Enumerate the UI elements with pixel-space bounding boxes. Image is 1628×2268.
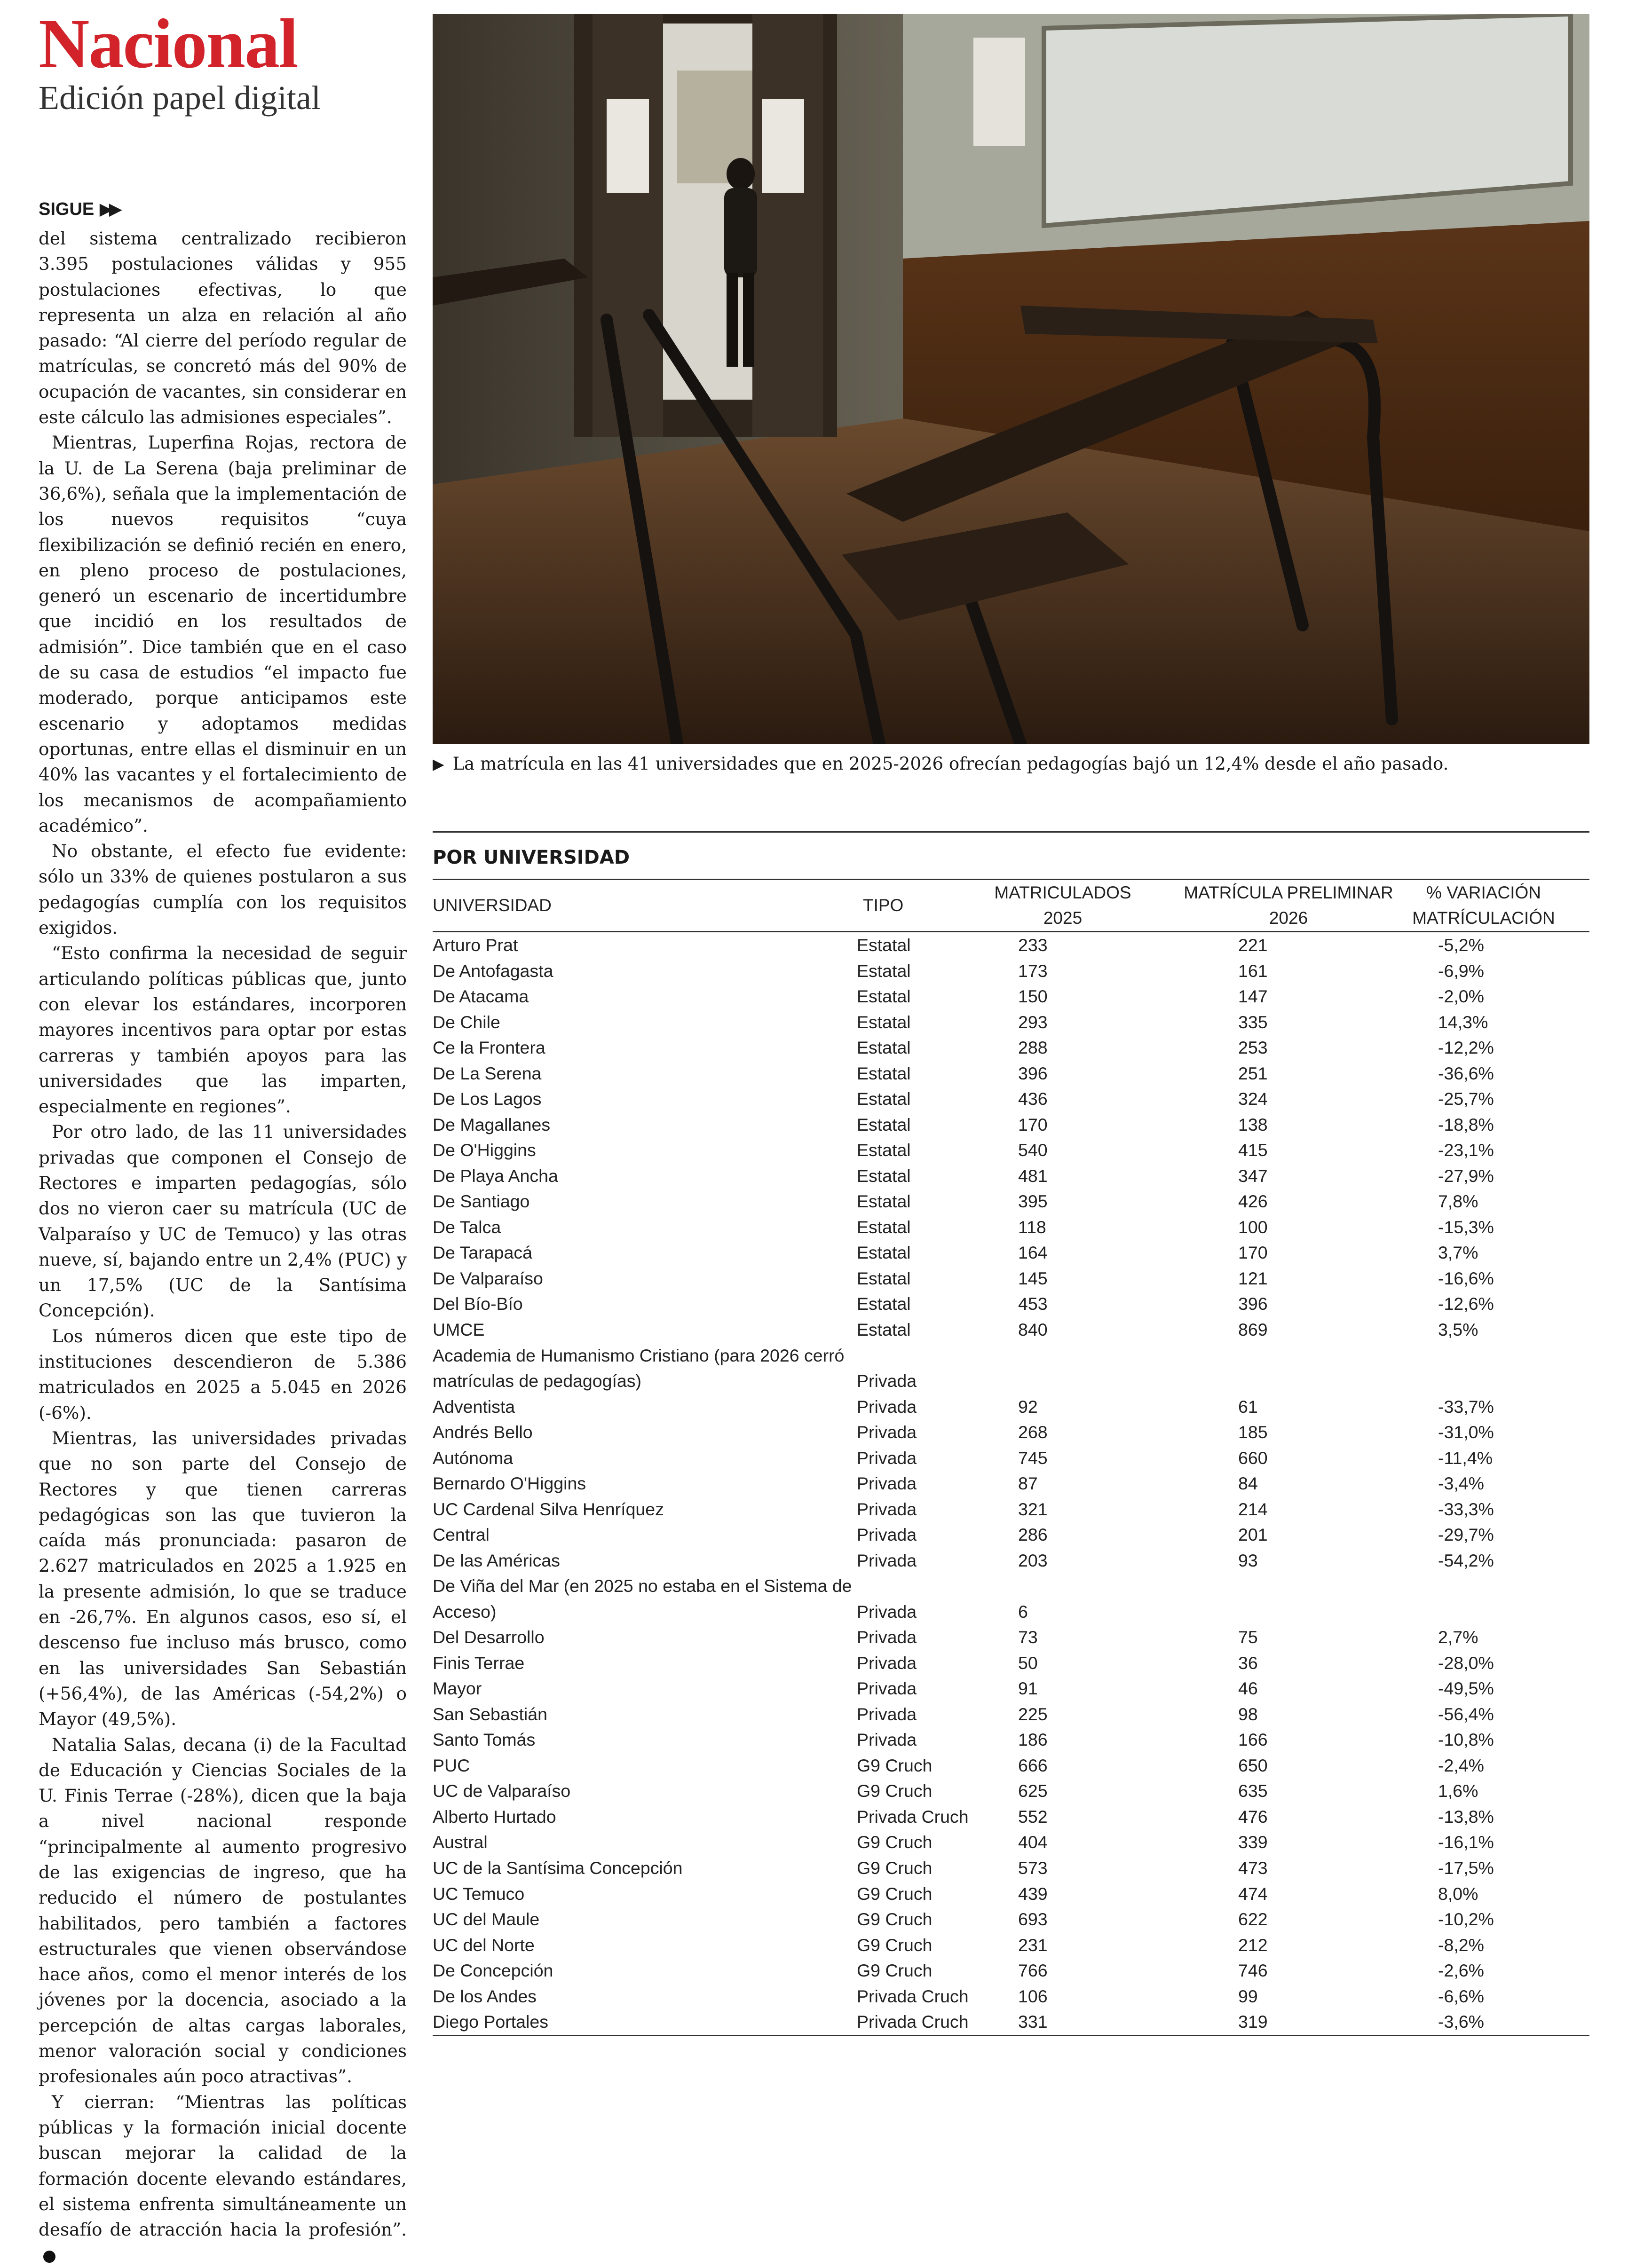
university-name-cell: Del Bío-Bío bbox=[433, 1294, 523, 1314]
variation-cell: -56,4% bbox=[1438, 1704, 1494, 1724]
university-name-cell: Alberto Hurtado bbox=[433, 1806, 556, 1827]
continue-marker bbox=[39, 197, 407, 221]
university-name-cell: Ce la Frontera bbox=[433, 1038, 545, 1058]
enrollment-2026-cell: 347 bbox=[1238, 1166, 1268, 1186]
enrollment-2026-cell: 214 bbox=[1238, 1499, 1268, 1519]
table-header bbox=[433, 879, 1589, 932]
variation-cell: -28,0% bbox=[1438, 1653, 1494, 1673]
table-row bbox=[433, 1855, 1589, 1881]
enrollment-2026-cell: 185 bbox=[1238, 1422, 1268, 1442]
type-cell: Estatal bbox=[857, 1268, 911, 1288]
table-row bbox=[433, 1958, 1589, 1984]
header-universidad: UNIVERSIDAD bbox=[433, 896, 552, 915]
header-matricula-2026 bbox=[1176, 880, 1401, 931]
university-name-cell: UC del Maule bbox=[433, 1909, 540, 1929]
enrollment-2026-cell: 147 bbox=[1238, 986, 1268, 1007]
table-row bbox=[433, 1778, 1589, 1804]
university-name-cell: Academia de Humanismo Cristiano (para 2026 cerró matrículas de pedagogías) bbox=[433, 1345, 845, 1391]
university-name-cell: UC de Valparaíso bbox=[433, 1781, 571, 1801]
table-row bbox=[433, 1548, 1589, 1574]
enrollment-2026-cell: 253 bbox=[1238, 1038, 1268, 1058]
variation-cell: -33,3% bbox=[1438, 1499, 1494, 1519]
enrolled-2025-cell: 91 bbox=[1018, 1678, 1038, 1699]
enrolled-2025-cell: 233 bbox=[1018, 935, 1048, 955]
variation-cell: -6,9% bbox=[1438, 961, 1484, 981]
enrolled-2025-cell: 106 bbox=[1018, 1986, 1048, 2006]
enrollment-2026-cell: 869 bbox=[1238, 1319, 1268, 1339]
type-cell: G9 Cruch bbox=[857, 1781, 933, 1801]
variation-cell: 3,7% bbox=[1438, 1243, 1478, 1263]
enrollment-2026-cell: 75 bbox=[1238, 1627, 1258, 1647]
type-cell: Estatal bbox=[857, 1063, 911, 1083]
type-cell: Estatal bbox=[857, 1191, 911, 1212]
table-row bbox=[433, 1419, 1589, 1445]
article-paragraph: Mientras, las universidades privadas que no son parte del Consejo de Rectores y que tienen carreras pedagógicas son las que tuvieron la caída más pronunciada: pasaron de 2.627 matriculados en 2025 a 1.925 en la presente admisión, lo que se traduce en -26,7%. En algunos casos, eso sí, el descenso fue incluso más brusco, como en las universidades San Sebastián (+56,4%), de las Américas (-54,2%) o Mayor (49,5%). bbox=[39, 1427, 407, 1730]
type-cell: Privada bbox=[857, 1396, 917, 1417]
university-name-cell: De Antofagasta bbox=[433, 961, 553, 981]
enrolled-2025-cell: 395 bbox=[1018, 1191, 1048, 1212]
enrolled-2025-cell: 231 bbox=[1018, 1935, 1048, 1955]
variation-cell: 14,3% bbox=[1438, 1012, 1488, 1032]
university-name-cell: PUC bbox=[433, 1755, 470, 1775]
table-row bbox=[433, 1624, 1589, 1650]
variation-cell: -18,8% bbox=[1438, 1114, 1494, 1134]
table-row bbox=[433, 1240, 1589, 1266]
variation-cell: -11,4% bbox=[1438, 1448, 1493, 1468]
enrolled-2025-cell: 92 bbox=[1018, 1396, 1038, 1417]
table-row bbox=[433, 1573, 1589, 1624]
enrollment-2026-cell: 426 bbox=[1238, 1191, 1268, 1212]
enrolled-2025-cell: 225 bbox=[1018, 1704, 1048, 1724]
enrollment-2026-cell: 635 bbox=[1238, 1781, 1268, 1801]
university-name-cell: San Sebastián bbox=[433, 1704, 547, 1724]
university-name-cell: UC Temuco bbox=[433, 1883, 525, 1904]
enrolled-2025-cell: 87 bbox=[1018, 1473, 1038, 1494]
article-paragraph: Los números dicen que este tipo de instituciones descendieron de 5.386 matriculados en 2025 a 5.045 en 2026 (-6%). bbox=[39, 1325, 407, 1423]
table-row bbox=[433, 932, 1589, 958]
table-row bbox=[433, 1471, 1589, 1496]
type-cell: G9 Cruch bbox=[857, 1755, 933, 1775]
variation-cell: -54,2% bbox=[1438, 1550, 1494, 1570]
type-cell: Privada bbox=[857, 1678, 917, 1699]
enrollment-2026-cell: 84 bbox=[1238, 1473, 1258, 1494]
enrolled-2025-cell: 288 bbox=[1018, 1038, 1048, 1058]
enrollment-2026-cell: 46 bbox=[1238, 1678, 1258, 1699]
article-paragraph: No obstante, el efecto fue evidente: sólo un 33% de quienes postularon a sus pedagogías cumplía con los requisitos exigidos. bbox=[39, 841, 407, 938]
header-tipo: TIPO bbox=[863, 896, 904, 915]
university-name-cell: De Talca bbox=[433, 1217, 501, 1237]
type-cell: Privada Cruch bbox=[857, 2012, 969, 2032]
table-row bbox=[433, 2009, 1589, 2035]
enrolled-2025-cell: 6 bbox=[1018, 1601, 1028, 1622]
enrolled-2025-cell: 173 bbox=[1018, 961, 1048, 981]
end-of-article-dot-icon bbox=[43, 2251, 55, 2263]
enrollment-2026-cell: 166 bbox=[1238, 1730, 1268, 1750]
table-row bbox=[433, 1496, 1589, 1522]
variation-cell: -25,7% bbox=[1438, 1089, 1494, 1109]
enrolled-2025-cell: 625 bbox=[1018, 1781, 1048, 1801]
university-name-cell: De O'Higgins bbox=[433, 1140, 536, 1160]
enrollment-2026-cell: 650 bbox=[1238, 1755, 1268, 1775]
article-paragraph: del sistema centralizado recibieron 3.395 postulaciones válidas y 955 postulaciones efectivas, lo que representa un alza en relación al año pasado: “Al cierre del período regular de matrículas, se concretó más del 90% de ocupación de vacantes, sin considerar en este cálculo las admisiones especiales”. bbox=[39, 228, 407, 428]
article-paragraph: Mientras, Luperfina Rojas, rectora de la U. de La Serena (baja preliminar de 36,6%), señala que la implementación de los nuevos requisitos “cuya flexibilización se definió recién en enero, en pleno proceso de postulaciones, generó un escenario de incertidumbre que incidió en los resultados de admisión”. Dice también que en el caso de su casa de estudios “el impacto fue moderado, porque anticipamos este escenario y adoptamos medidas oportunas, entre ellas el disminuir en un 40% las vacantes y el fortalecimiento de los mecanismos de acompañamiento académico”. bbox=[39, 432, 407, 836]
type-cell: Estatal bbox=[857, 1217, 911, 1237]
enrollment-2026-cell: 93 bbox=[1238, 1550, 1258, 1570]
enrolled-2025-cell: 481 bbox=[1018, 1166, 1048, 1186]
caption-text: La matrícula en las 41 universidades que en 2025-2026 ofrecían pedagogías bajó un 12,4% desde el año pasado. bbox=[452, 754, 1449, 774]
enrolled-2025-cell: 766 bbox=[1018, 1961, 1048, 1981]
table-row bbox=[433, 1932, 1589, 1958]
table-row bbox=[433, 1676, 1589, 1701]
variation-cell: -23,1% bbox=[1438, 1140, 1494, 1160]
enrolled-2025-cell: 150 bbox=[1018, 986, 1048, 1007]
enrollment-2026-cell: 415 bbox=[1238, 1140, 1268, 1160]
enrolled-2025-cell: 439 bbox=[1018, 1883, 1048, 1904]
university-name-cell: UC del Norte bbox=[433, 1935, 535, 1955]
type-cell: Privada bbox=[857, 1473, 917, 1494]
table-row bbox=[433, 1317, 1589, 1343]
variation-cell: -5,2% bbox=[1438, 935, 1484, 955]
table-row bbox=[433, 1984, 1589, 2009]
enrollment-2026-cell: 98 bbox=[1238, 1704, 1258, 1724]
enrollment-2026-cell: 36 bbox=[1238, 1653, 1258, 1673]
type-cell: Privada bbox=[857, 1704, 917, 1724]
university-name-cell: Adventista bbox=[433, 1396, 515, 1417]
table-row bbox=[433, 1701, 1589, 1727]
article-paragraph: Natalia Salas, decana (i) de la Facultad de Educación y Ciencias Sociales de la U. Finis Terrae (-28%), dicen que la baja a nivel nacional responde “principalmente al aumento progresivo de las exigencias de ingreso, que ha reducido el número de postulantes habilitados, pero también a factores estructurales que vienen observándose hace años, como el menor interés de los jóvenes por la docencia, asociado a la percepción de altas cargas laborales, menor valoración social y condiciones profesionales aún poco atractivas”. bbox=[39, 1734, 407, 2087]
university-name-cell: UC de la Santísima Concepción bbox=[433, 1858, 683, 1878]
enrollment-2026-cell: 138 bbox=[1238, 1114, 1268, 1134]
type-cell: Privada Cruch bbox=[857, 1806, 969, 1827]
university-name-cell: UMCE bbox=[433, 1319, 485, 1339]
table-row bbox=[433, 1881, 1589, 1907]
table-row bbox=[433, 1753, 1589, 1779]
table-title: POR UNIVERSIDAD bbox=[433, 847, 630, 868]
enrollment-2026-cell: 61 bbox=[1238, 1396, 1258, 1417]
table-row bbox=[433, 958, 1589, 984]
enrollment-2026-cell: 100 bbox=[1238, 1217, 1268, 1237]
table-row bbox=[433, 1009, 1589, 1035]
caption-arrow-icon: ▶ bbox=[433, 755, 444, 773]
variation-cell: 7,8% bbox=[1438, 1191, 1478, 1212]
table-row bbox=[433, 1086, 1589, 1112]
university-name-cell: Del Desarrollo bbox=[433, 1627, 545, 1647]
enrolled-2025-cell: 268 bbox=[1018, 1422, 1048, 1442]
header-matriculados-2025-line1: MATRICULADOS bbox=[994, 883, 1131, 902]
enrolled-2025-cell: 50 bbox=[1018, 1653, 1038, 1673]
table-row bbox=[433, 1343, 1589, 1394]
article-paragraph: Por otro lado, de las 11 universidades privadas que componen el Consejo de Rectores e imparten pedagogías, sólo dos no vieron caer su matrícula (UC de Valparaíso y UC de Temuco) y las otras nueve, sí, bajando entre un 2,4% (PUC) y un 17,5% (UC de la Santísima Concepción). bbox=[39, 1121, 407, 1321]
university-name-cell: Austral bbox=[433, 1832, 488, 1852]
variation-cell: -15,3% bbox=[1438, 1217, 1494, 1237]
enrolled-2025-cell: 203 bbox=[1018, 1550, 1048, 1570]
type-cell: Privada bbox=[857, 1653, 917, 1673]
edition-subtitle: Edición papel digital bbox=[39, 79, 321, 117]
enrollment-2026-cell: 221 bbox=[1238, 935, 1268, 955]
double-arrow-icon: ▶▶ bbox=[100, 200, 119, 218]
type-cell: G9 Cruch bbox=[857, 1909, 933, 1929]
table-row bbox=[433, 1650, 1589, 1676]
enrollment-2026-cell: 660 bbox=[1238, 1448, 1268, 1468]
enrollment-2026-cell: 99 bbox=[1238, 1986, 1258, 2006]
type-cell: Estatal bbox=[857, 1166, 911, 1186]
enrolled-2025-cell: 170 bbox=[1018, 1114, 1048, 1134]
enrolled-2025-cell: 321 bbox=[1018, 1499, 1048, 1519]
type-cell: Privada Cruch bbox=[857, 1986, 969, 2006]
enrollment-2026-cell: 161 bbox=[1238, 961, 1268, 981]
enrolled-2025-cell: 286 bbox=[1018, 1525, 1048, 1545]
table-row bbox=[433, 1394, 1589, 1420]
type-cell: Privada bbox=[857, 1601, 917, 1622]
variation-cell: -10,8% bbox=[1438, 1730, 1494, 1750]
article-column bbox=[39, 197, 407, 2268]
enrollment-table bbox=[433, 831, 1589, 2036]
university-name-cell: De Magallanes bbox=[433, 1114, 551, 1134]
variation-cell: -10,2% bbox=[1438, 1909, 1494, 1929]
enrollment-2026-cell: 622 bbox=[1238, 1909, 1268, 1929]
table-row bbox=[433, 1035, 1589, 1061]
table-row bbox=[433, 1112, 1589, 1138]
enrolled-2025-cell: 186 bbox=[1018, 1730, 1048, 1750]
header-variacion-line1: % VARIACIÓN bbox=[1426, 883, 1541, 902]
type-cell: Estatal bbox=[857, 986, 911, 1007]
enrolled-2025-cell: 436 bbox=[1018, 1089, 1048, 1109]
university-name-cell: Bernardo O'Higgins bbox=[433, 1473, 586, 1494]
type-cell: G9 Cruch bbox=[857, 1961, 933, 1981]
table-row bbox=[433, 1189, 1589, 1214]
table-row bbox=[433, 1266, 1589, 1292]
enrollment-2026-cell: 339 bbox=[1238, 1832, 1268, 1852]
enrolled-2025-cell: 453 bbox=[1018, 1294, 1048, 1314]
article-body bbox=[39, 226, 407, 2268]
variation-cell: -29,7% bbox=[1438, 1525, 1494, 1545]
enrolled-2025-cell: 145 bbox=[1018, 1268, 1048, 1288]
enrollment-2026-cell: 212 bbox=[1238, 1935, 1268, 1955]
type-cell: Privada bbox=[857, 1422, 917, 1442]
type-cell: Privada bbox=[857, 1499, 917, 1519]
type-cell: Estatal bbox=[857, 1089, 911, 1109]
variation-cell: -16,6% bbox=[1438, 1268, 1494, 1288]
enrolled-2025-cell: 396 bbox=[1018, 1063, 1048, 1083]
type-cell: Privada bbox=[857, 1627, 917, 1647]
header-matricula-2026-line2: 2026 bbox=[1269, 908, 1308, 928]
enrolled-2025-cell: 573 bbox=[1018, 1858, 1048, 1878]
university-name-cell: Finis Terrae bbox=[433, 1653, 525, 1673]
university-name-cell: UC Cardenal Silva Henríquez bbox=[433, 1499, 664, 1519]
type-cell: Estatal bbox=[857, 1319, 911, 1339]
variation-cell: -3,4% bbox=[1438, 1473, 1484, 1494]
variation-cell: -12,2% bbox=[1438, 1038, 1494, 1058]
table-row bbox=[433, 984, 1589, 1009]
university-name-cell: Mayor bbox=[433, 1678, 482, 1699]
variation-cell: -13,8% bbox=[1438, 1806, 1494, 1827]
header-matricula-2026-line1: MATRÍCULA PRELIMINAR bbox=[1184, 883, 1393, 902]
type-cell: Estatal bbox=[857, 1012, 911, 1032]
type-cell: G9 Cruch bbox=[857, 1832, 933, 1852]
masthead bbox=[39, 5, 405, 117]
variation-cell: 2,7% bbox=[1438, 1627, 1478, 1647]
university-name-cell: De las Américas bbox=[433, 1550, 560, 1570]
variation-cell: -33,7% bbox=[1438, 1396, 1494, 1417]
table-row bbox=[433, 1522, 1589, 1548]
type-cell: Privada bbox=[857, 1730, 917, 1750]
enrolled-2025-cell: 331 bbox=[1018, 2012, 1048, 2032]
variation-cell: -2,6% bbox=[1438, 1961, 1484, 1981]
table-row bbox=[433, 1214, 1589, 1240]
header-matriculados-2025 bbox=[959, 880, 1166, 931]
enrolled-2025-cell: 693 bbox=[1018, 1909, 1048, 1929]
variation-cell: -8,2% bbox=[1438, 1935, 1484, 1955]
table-bottom-rule bbox=[433, 2035, 1589, 2036]
table-row bbox=[433, 1727, 1589, 1753]
type-cell: Privada bbox=[857, 1448, 917, 1468]
variation-cell: -27,9% bbox=[1438, 1166, 1494, 1186]
variation-cell: -49,5% bbox=[1438, 1678, 1494, 1699]
variation-cell: -17,5% bbox=[1438, 1858, 1494, 1878]
type-cell: Estatal bbox=[857, 935, 911, 955]
enrollment-2026-cell: 335 bbox=[1238, 1012, 1268, 1032]
table-row bbox=[433, 1291, 1589, 1317]
enrolled-2025-cell: 404 bbox=[1018, 1832, 1048, 1852]
variation-cell: -12,6% bbox=[1438, 1294, 1494, 1314]
type-cell: G9 Cruch bbox=[857, 1858, 933, 1878]
variation-cell: 8,0% bbox=[1438, 1883, 1478, 1904]
table-row bbox=[433, 1137, 1589, 1163]
header-matriculados-2025-line2: 2025 bbox=[1043, 908, 1083, 928]
section-title: Nacional bbox=[39, 5, 298, 83]
enrollment-2026-cell: 319 bbox=[1238, 2012, 1268, 2032]
variation-cell: -16,1% bbox=[1438, 1832, 1494, 1852]
continue-label: SIGUE bbox=[39, 199, 95, 219]
type-cell: Privada bbox=[857, 1525, 917, 1545]
variation-cell: -3,6% bbox=[1438, 2012, 1484, 2032]
enrollment-2026-cell: 474 bbox=[1238, 1883, 1268, 1904]
enrollment-2026-cell: 121 bbox=[1238, 1268, 1268, 1288]
university-name-cell: De Viña del Mar (en 2025 no estaba en el Sistema de Acceso) bbox=[433, 1576, 852, 1622]
table-row bbox=[433, 1829, 1589, 1855]
university-name-cell: De Santiago bbox=[433, 1191, 530, 1212]
enrollment-2026-cell: 476 bbox=[1238, 1806, 1268, 1827]
university-name-cell: Central bbox=[433, 1525, 490, 1545]
table-top-rule bbox=[433, 831, 1589, 833]
enrollment-2026-cell: 251 bbox=[1238, 1063, 1268, 1083]
enrolled-2025-cell: 293 bbox=[1018, 1012, 1048, 1032]
university-name-cell: De La Serena bbox=[433, 1063, 542, 1083]
university-name-cell: De Valparaíso bbox=[433, 1268, 543, 1288]
university-name-cell: De Playa Ancha bbox=[433, 1166, 558, 1186]
table-body bbox=[433, 932, 1589, 2035]
type-cell: Estatal bbox=[857, 1140, 911, 1160]
table-row bbox=[433, 1804, 1589, 1830]
university-name-cell: De Concepción bbox=[433, 1961, 553, 1981]
type-cell: Estatal bbox=[857, 1243, 911, 1263]
article-paragraph: Y cierran: “Mientras las políticas públicas y la formación inicial docente buscan mejorar la calidad de la formación docente elevando estándares, el sistema enfrenta simultáneamente un desafío de atracción hacia la profesión”. bbox=[39, 2089, 407, 2268]
enrollment-2026-cell: 324 bbox=[1238, 1089, 1268, 1109]
enrolled-2025-cell: 118 bbox=[1018, 1217, 1046, 1237]
university-name-cell: De Los Lagos bbox=[433, 1089, 542, 1109]
enrollment-2026-cell: 170 bbox=[1238, 1243, 1268, 1263]
table-row bbox=[433, 1163, 1589, 1189]
variation-cell: -6,6% bbox=[1438, 1986, 1484, 2006]
type-cell: G9 Cruch bbox=[857, 1935, 933, 1955]
university-name-cell: Autónoma bbox=[433, 1448, 513, 1468]
variation-cell: -31,0% bbox=[1438, 1422, 1494, 1442]
university-name-cell: Santo Tomás bbox=[433, 1730, 536, 1750]
header-variacion bbox=[1401, 880, 1566, 931]
variation-cell: -2,0% bbox=[1438, 986, 1484, 1007]
university-name-cell: Arturo Prat bbox=[433, 935, 518, 955]
university-name-cell: De Tarapacá bbox=[433, 1243, 532, 1263]
enrollment-2026-cell: 396 bbox=[1238, 1294, 1268, 1314]
enrolled-2025-cell: 840 bbox=[1018, 1319, 1048, 1339]
university-name-cell: De Chile bbox=[433, 1012, 500, 1032]
enrolled-2025-cell: 540 bbox=[1018, 1140, 1048, 1160]
type-cell: Estatal bbox=[857, 1294, 911, 1314]
header-variacion-line2: MATRÍCULACIÓN bbox=[1412, 908, 1555, 928]
enrolled-2025-cell: 666 bbox=[1018, 1755, 1048, 1775]
type-cell: Estatal bbox=[857, 1038, 911, 1058]
article-paragraph: “Esto confirma la necesidad de seguir articulando políticas públicas que, junto con elevar los estándares, incorporen mayores incentivos para optar por estas carreras y también apoyos para las universidades que las imparten, especialmente en regiones”. bbox=[39, 943, 407, 1117]
enrollment-2026-cell: 201 bbox=[1238, 1525, 1268, 1545]
table-row bbox=[433, 1061, 1589, 1087]
university-name-cell: De Atacama bbox=[433, 986, 529, 1007]
table-row bbox=[433, 1445, 1589, 1471]
enrolled-2025-cell: 745 bbox=[1018, 1448, 1048, 1468]
university-name-cell: Diego Portales bbox=[433, 2012, 548, 2032]
university-name-cell: Andrés Bello bbox=[433, 1422, 533, 1442]
type-cell: Privada bbox=[857, 1550, 917, 1570]
type-cell: G9 Cruch bbox=[857, 1883, 933, 1904]
university-name-cell: De los Andes bbox=[433, 1986, 537, 2006]
variation-cell: 3,5% bbox=[1438, 1319, 1478, 1339]
type-cell: Estatal bbox=[857, 1114, 911, 1134]
enrolled-2025-cell: 552 bbox=[1018, 1806, 1048, 1827]
enrolled-2025-cell: 164 bbox=[1018, 1243, 1048, 1263]
variation-cell: 1,6% bbox=[1438, 1781, 1478, 1801]
type-cell: Estatal bbox=[857, 961, 911, 981]
variation-cell: -36,6% bbox=[1438, 1063, 1494, 1083]
enrollment-2026-cell: 473 bbox=[1238, 1858, 1268, 1878]
table-row bbox=[433, 1906, 1589, 1932]
variation-cell: -2,4% bbox=[1438, 1755, 1484, 1775]
classroom-photo bbox=[433, 14, 1589, 744]
enrollment-2026-cell: 746 bbox=[1238, 1961, 1268, 1981]
type-cell: Privada bbox=[857, 1371, 917, 1391]
enrolled-2025-cell: 73 bbox=[1018, 1627, 1038, 1647]
photo-caption bbox=[433, 752, 1589, 776]
